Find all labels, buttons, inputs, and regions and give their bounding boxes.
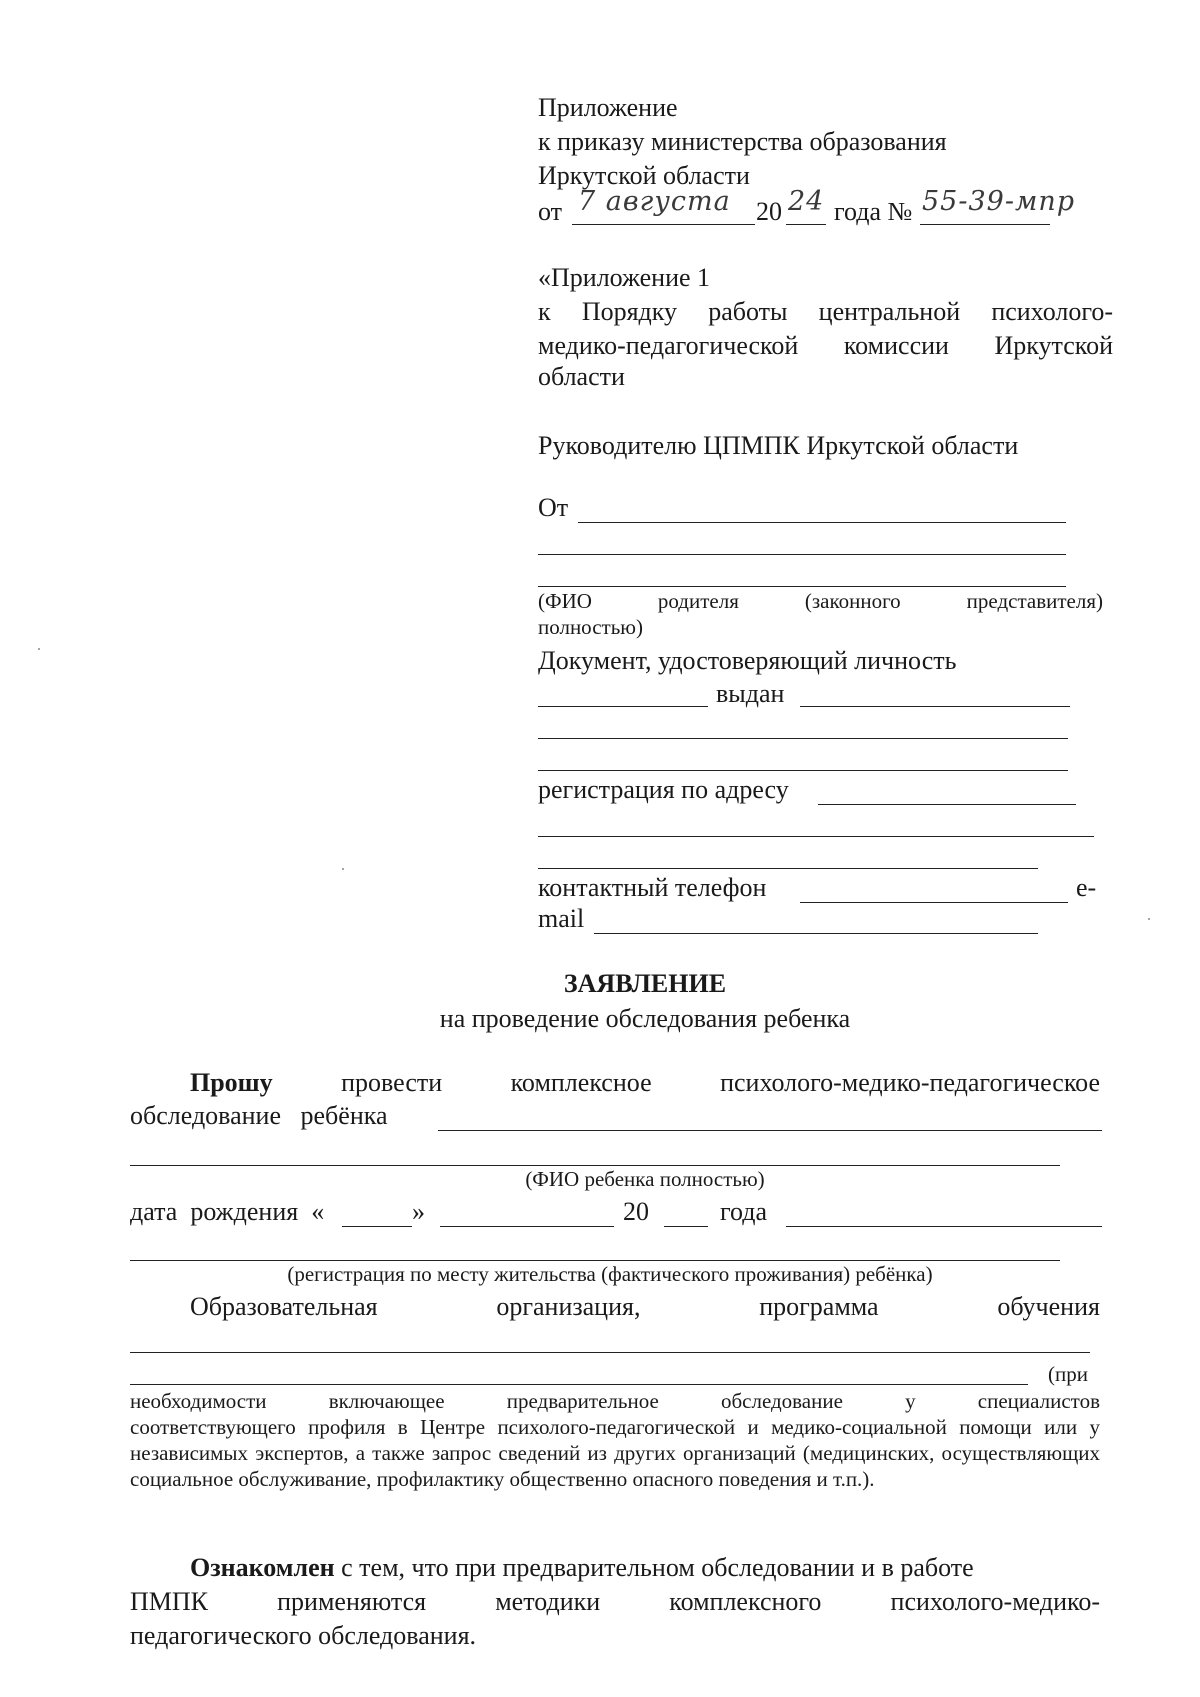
email-label: mail (538, 904, 585, 933)
child-name-hint: (ФИО ребенка полностью) (525, 1167, 765, 1191)
dob-after-field[interactable] (786, 1226, 1102, 1227)
addressee-to: Руководителю ЦПМПК Иркутской области (538, 431, 1019, 460)
from-field-line-1[interactable] (578, 522, 1066, 523)
header-line-1: Приложение (538, 93, 678, 122)
issued-label: выдан (716, 679, 785, 708)
child-name-field-1[interactable] (438, 1130, 1102, 1131)
header-line-3: Иркутской области (538, 161, 750, 190)
appendix-line-1: «Приложение 1 (538, 263, 711, 292)
education-field-1[interactable] (130, 1352, 1090, 1353)
note-paragraph: соответствующего профиля в Центре психолого-педагогической и медико-социальной помощи или у независимых экспертов, а также запрос сведений из других организаций (медицинских, осуществляющих социальное обслуживание, профилактику общественно опасного поведения и т.п.). (130, 1415, 1100, 1491)
dob-close-quote: » (412, 1197, 425, 1226)
header-year-prefix: 20 (756, 197, 782, 226)
dob-month-field[interactable] (440, 1226, 614, 1227)
header-goda-no: года № (834, 197, 913, 226)
header-line-2: к приказу министерства образования (538, 127, 947, 156)
dob-label: дата рождения « (130, 1197, 325, 1226)
header-ot: от (538, 197, 563, 226)
note-pri: (при (1048, 1362, 1088, 1386)
fio-parent-hint: (ФИО родителя (законного представителя) (538, 589, 1103, 613)
phone-field[interactable] (800, 902, 1068, 903)
from-field-line-2[interactable] (538, 554, 1066, 555)
appendix-line-4: области (538, 362, 625, 391)
from-label: От (538, 493, 569, 522)
registration-field-3[interactable] (538, 868, 1038, 869)
education-field-2[interactable] (130, 1384, 1028, 1385)
registration-field-1[interactable] (818, 804, 1076, 805)
registration-field-2[interactable] (538, 836, 1094, 837)
document-title: ЗАЯВЛЕНИЕ (563, 969, 727, 998)
from-field-line-3[interactable] (538, 586, 1066, 587)
appendix-line-3: медико-педагогической комиссии Иркутской (538, 331, 1113, 360)
fio-parent-hint-2: полностью) (538, 615, 643, 639)
id-document-field[interactable] (538, 706, 708, 707)
note-line-1: необходимости включающее предварительное обследование у специалистов (130, 1389, 1100, 1413)
dob-century: 20 (623, 1197, 649, 1226)
registration-label: регистрация по адресу (538, 775, 789, 804)
issued-field-3[interactable] (538, 770, 1068, 771)
ack-line-1: Ознакомлен с тем, что при предварительном обследовании и в работе (190, 1553, 974, 1582)
id-document-label: Документ, удостоверяющий личность (538, 646, 957, 675)
year-underline (786, 224, 826, 225)
year-handwritten: 24 (788, 186, 825, 217)
dob-year-field[interactable] (664, 1226, 708, 1227)
request-line-1: Прошу провести комплексное психолого-медико-педагогическое (190, 1068, 1100, 1097)
child-registration-hint: (регистрация по месту жительства (фактического проживания) ребёнка) (287, 1262, 933, 1286)
number-handwritten: 55-39-мпр (922, 186, 1076, 217)
scan-speck (1148, 918, 1150, 920)
scan-speck (342, 868, 344, 870)
date-handwritten: 7 августа (578, 186, 731, 217)
phone-label: контактный телефон (538, 873, 767, 902)
dob-year-label: года (720, 1197, 768, 1226)
number-underline (920, 224, 1050, 225)
education-line: Образовательная организация, программа обучения (190, 1292, 1100, 1321)
email-prefix: e- (1076, 873, 1097, 902)
date-underline (572, 224, 755, 225)
issued-field-1[interactable] (800, 706, 1070, 707)
issued-field-2[interactable] (538, 738, 1068, 739)
ack-line-2: ПМПК применяются методики комплексного психолого-медико- (130, 1587, 1100, 1616)
ack-line-3: педагогического обследования. (130, 1621, 477, 1650)
scan-speck (38, 648, 40, 650)
dob-day-field[interactable] (342, 1226, 412, 1227)
exam-child-label: обследование ребёнка (130, 1101, 388, 1130)
appendix-line-2: к Порядку работы центральной психолого- (538, 297, 1113, 326)
email-field[interactable] (594, 933, 1038, 934)
document-subtitle: на проведение обследования ребенка (439, 1004, 851, 1033)
